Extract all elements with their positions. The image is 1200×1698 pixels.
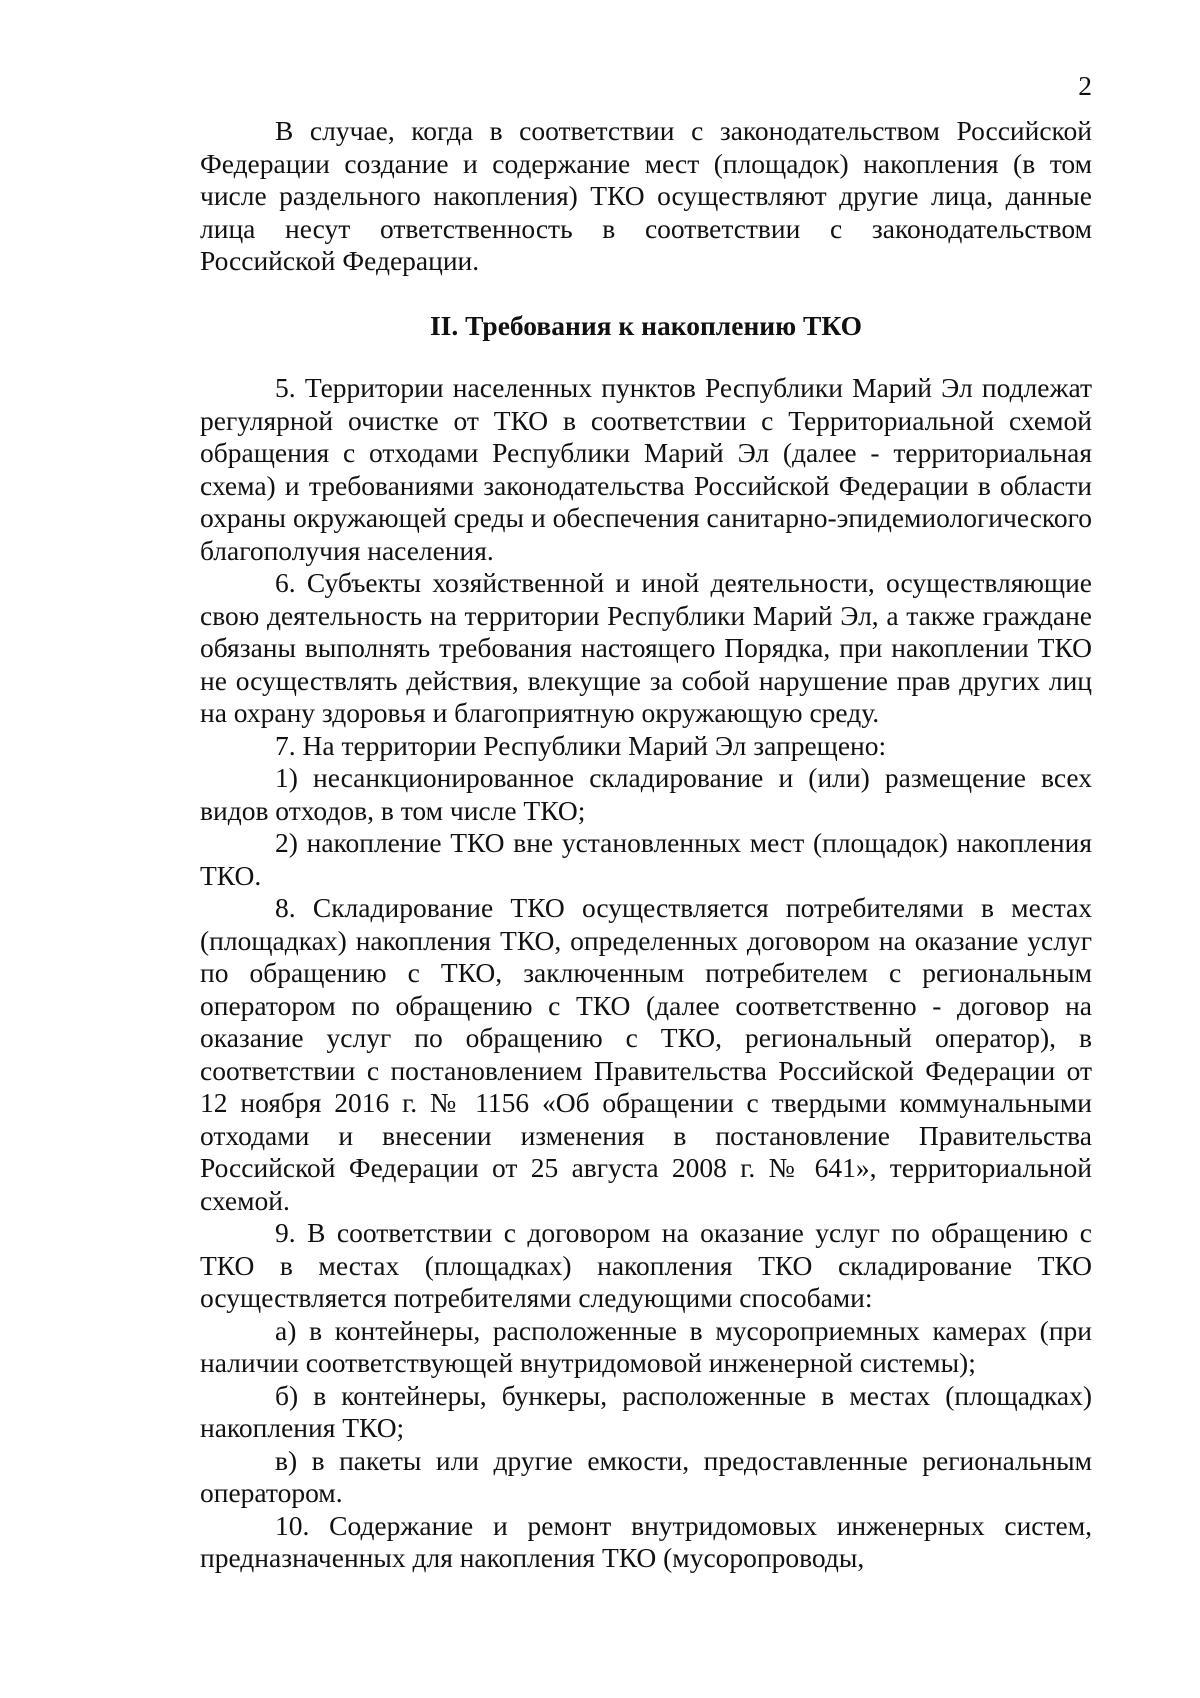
paragraph-9-item-c: в) в пакеты или другие емкости, предоставленные региональным оператором.: [200, 1444, 1092, 1508]
paragraph-9-item-b: б) в контейнеры, бункеры, расположенные в местах (площадках) накопления ТКО;: [200, 1379, 1092, 1443]
paragraph-7-item-2: 2) накопление ТКО вне установленных мест (площадок) накопления ТКО.: [200, 827, 1092, 891]
paragraph-9-item-a: а) в контейнеры, расположенные в мусороприемных камерах (при наличии соответствующей внутридомовой инженерной системы);: [200, 1314, 1092, 1378]
paragraph-10: 10. Содержание и ремонт внутридомовых инженерных систем, предназначенных для накопления ТКО (мусоропроводы,: [200, 1509, 1092, 1573]
paragraph-5: 5. Территории населенных пунктов Республики Марий Эл подлежат регулярной очистке от ТКО в соответствии с Территориальной схемой обращения с отходами Республики Марий Эл (далее - территориальная схема) и требованиями законодательства Российской Федерации в области охраны окружающей среды и обеспечения санитарно-эпидемиологического благополучия населения.: [200, 372, 1092, 566]
paragraph-7: 7. На территории Республики Марий Эл запрещено:: [275, 729, 887, 761]
paragraph-6: 6. Субъекты хозяйственной и иной деятельности, осуществляющие свою деятельность на территории Республики Марий Эл, а также граждане обязаны выполнять требования настоящего Порядка, при накоплении ТКО не осуществлять действия, влекущие за собой нарушение прав других лиц на охрану здоровья и благоприятную окружающую среду.: [200, 567, 1092, 728]
page-number: 2: [1078, 70, 1092, 101]
document-body: [200, 115, 1092, 1575]
paragraph-7-item-1: 1) несанкционированное складирование и (или) размещение всех видов отходов, в том числе ТКО;: [200, 762, 1092, 826]
paragraph-8: 8. Складирование ТКО осуществляется потребителями в местах (площадках) накопления ТКО, определенных договором на оказание услуг по обращению с ТКО, заключенным потребителем с региональным оператором по обращению с ТКО (далее соответственно - договор на оказание услуг по обращению с ТКО, региональный оператор), в соответствии с постановлением Правительства Российской Федерации от 12 ноября 2016 г. № 1156 «Об обращении с твердыми коммунальными отходами и внесении изменения в постановление Правительства Российской Федерации от 25 августа 2008 г. № 641», территориальной схемой.: [200, 892, 1092, 1216]
paragraph-intro: В случае, когда в соответствии с законодательством Российской Федерации создание и содержание мест (площадок) накопления (в том числе раздельного накопления) ТКО осуществляют другие лица, данные лица несут ответственность в соответствии с законодательством Российской Федерации.: [200, 115, 1092, 276]
paragraph-9: 9. В соответствии с договором на оказание услуг по обращению с ТКО в местах (площадках) накопления ТКО складирование ТКО осуществляется потребителями следующими способами:: [200, 1217, 1092, 1313]
section-title: II. Требования к накоплению ТКО: [429, 309, 863, 341]
